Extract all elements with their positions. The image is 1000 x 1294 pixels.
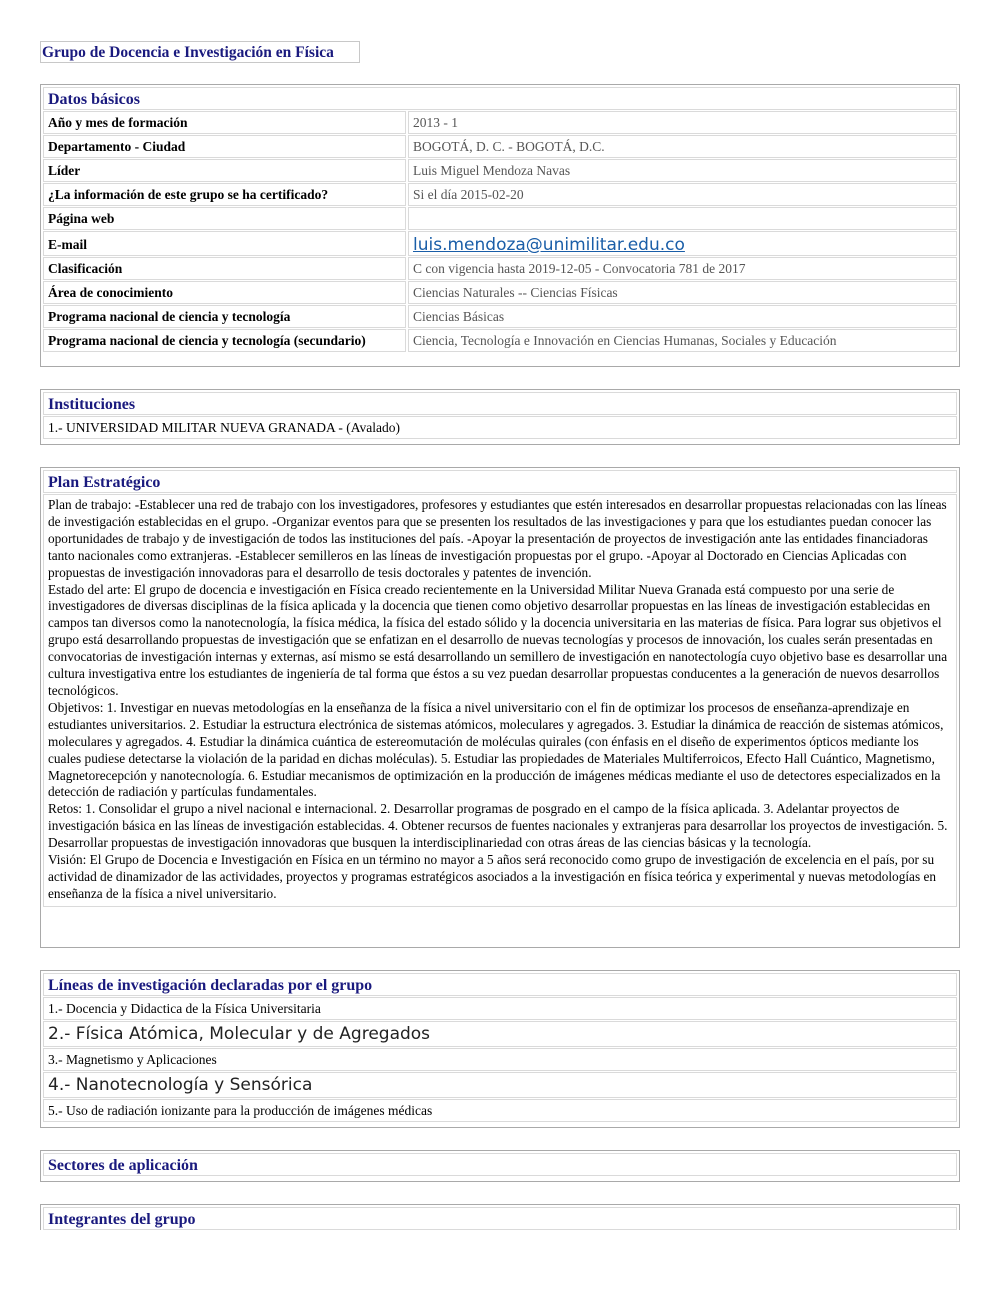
- lineas-heading: Líneas de investigación declaradas por el grupo: [43, 973, 957, 996]
- info-label: Área de conocimiento: [43, 281, 406, 304]
- info-value: Luis Miguel Mendoza Navas: [408, 159, 957, 182]
- list-item: 4.- Nanotecnología y Sensórica: [43, 1072, 957, 1098]
- info-value: Ciencias Básicas: [408, 305, 957, 328]
- estado-arte-paragraph: Estado del arte: El grupo de docencia e investigación en Física creado recientemente en la Universidad Militar Nueva Granada está compuesto por una serie de investigadores de diversas disciplinas de la física aplicada y la docencia que tienen como objetivo desarrollar propuestas en las líneas de investigación establecidas en campos tan diversos como la nanotecnología, la física médica, la física del estado sólido y la docencia universitaria en las materias de física. Para lograr sus objetivos el grupo está desarrollando propuestas de investigación que se enfatizan en el desarrollo de nuevas tecnologías y procesos de innovación, los cuales serán presentadas en convocatorias de investigación internas y externas, así mismo se está desarrollando un semillero de investigación en nanotectología cuyo objetivo base es desarrollar una cultura investigativa entre los estudiantes de ingeniería de tal forma que éstos a su vez puedan desarrollar propuestas conducentes a la generación de nuevos desarrollos tecnológicos.: [48, 581, 948, 698]
- info-label: Líder: [43, 159, 406, 182]
- plan-trabajo-paragraph: Plan de trabajo: -Establecer una red de trabajo con los investigadores, profesores y estudiantes que estén interesados en desarrollar propuestas relacionadas con las líneas de investigación establecidas en el grupo. -Organizar eventos para que se presenten los resultados de las investigaciones y para que los estudiantes puedan conocer las oportunidades de trabajo y de investigación de todos las instituciones del país. -Apoyar la presentación de proyectos de investigación ante las entidades financiadoras tanto nacionales como extranjeras. -Establecer semilleros en las líneas de investigación propuestas por el grupo. -Apoyar al Doctorado en Ciencias Aplicadas con propuestas de investigación innovadoras para el desarrollo de tesis doctorales y patentes de invención.: [48, 497, 947, 580]
- instituciones-section: [40, 389, 960, 445]
- info-label: Programa nacional de ciencia y tecnología (secundario): [43, 329, 406, 352]
- info-label: Departamento - Ciudad: [43, 135, 406, 158]
- page-title: Grupo de Docencia e Investigación en Física: [40, 41, 360, 63]
- info-row: [43, 305, 957, 328]
- objetivos-paragraph: Objetivos: 1. Investigar en nuevas metodologías en la enseñanza de la física a nivel universitario con el fin de optimizar los procesos de enseñanza-aprendizaje en estudiantes universitarios. 2. Estudiar la estructura electrónica de sistemas atómicos, moleculares y agregados. 3. Estudiar la dinámica de reacción de sistemas atómicos, moleculares y agregados. 4. Estudiar la dinámica cuántica de estereomutación de moléculas quirales (con énfasis en el diseño de experimentos ópticos mediante los cuales pudiese detectarse la violación de la paridad en dichas moléculas). 5. Estudiar las propiedades de Materiales Multiferroicos, Efecto Hall Cuántico, Magnetismo, Magnetorecepción y nanotecnología. 6. Estudiar mecanismos de optimización en la producción de imágenes médicas mediante el uso de detectores especializados en la detección de radiación y partículas fundamentales.: [48, 699, 944, 800]
- info-row: [43, 159, 957, 182]
- info-value: Si el día 2015-02-20: [408, 183, 957, 206]
- info-value: C con vigencia hasta 2019-12-05 - Convocatoria 781 de 2017: [408, 257, 957, 280]
- list-item: 1.- Docencia y Didactica de la Física Universitaria: [43, 997, 957, 1020]
- instituciones-heading: Instituciones: [43, 392, 957, 415]
- info-row: [43, 111, 957, 134]
- info-row: [43, 183, 957, 206]
- info-value-web: [408, 207, 957, 230]
- info-label: Año y mes de formación: [43, 111, 406, 134]
- plan-estrategico-heading: Plan Estratégico: [43, 470, 957, 493]
- info-value: Ciencias Naturales -- Ciencias Físicas: [408, 281, 957, 304]
- info-row: [43, 281, 957, 304]
- info-label: Página web: [43, 207, 406, 230]
- datos-basicos-section: [40, 84, 960, 367]
- retos-paragraph: Retos: 1. Consolidar el grupo a nivel nacional e internacional. 2. Desarrollar programas de posgrado en el campo de la física aplicada. 3. Adelantar proyectos de investigación básica en las líneas de investigación establecidas. 4. Obtener recursos de fuentes nacionales y extranjeras para desarrollar los proyectos de investigación. 5. Desarrollar propuestas de investigación innovadoras que busquen la interdisciplinariedad con otras áreas de las ciencias básicas y la tecnología.: [48, 801, 948, 851]
- info-row: [43, 257, 957, 280]
- info-label: E-mail: [43, 231, 406, 256]
- vision-paragraph: Visión: El Grupo de Docencia e Investigación en Física en un término no mayor a 5 años será reconocido como grupo de investigación de excelencia en el país, por su actividad de dinamizador de las actividades, proyectos y programas estratégicos asociados a la investigación en física teórica y experimental y nuevas metodologías en enseñanza de la física a nivel universitario.: [48, 852, 936, 901]
- info-label: Programa nacional de ciencia y tecnología: [43, 305, 406, 328]
- info-value: 2013 - 1: [408, 111, 957, 134]
- sectores-heading: Sectores de aplicación: [43, 1153, 957, 1176]
- email-link[interactable]: luis.mendoza@unimilitar.edu.co: [408, 231, 957, 256]
- plan-text: [43, 494, 957, 907]
- integrantes-section: [40, 1204, 960, 1230]
- sectores-section: [40, 1150, 960, 1182]
- info-row: [43, 207, 957, 230]
- list-item: 5.- Uso de radiación ionizante para la producción de imágenes médicas: [43, 1099, 957, 1122]
- info-row: [43, 329, 957, 352]
- info-value: BOGOTÁ, D. C. - BOGOTÁ, D.C.: [408, 135, 957, 158]
- plan-estrategico-section: [40, 467, 960, 948]
- info-row: [43, 231, 957, 256]
- list-item: 3.- Magnetismo y Aplicaciones: [43, 1048, 957, 1071]
- info-label: Clasificación: [43, 257, 406, 280]
- info-value: Ciencia, Tecnología e Innovación en Ciencias Humanas, Sociales y Educación: [408, 329, 957, 352]
- info-row: [43, 135, 957, 158]
- datos-basicos-heading: Datos básicos: [43, 87, 957, 110]
- integrantes-heading: Integrantes del grupo: [43, 1207, 957, 1230]
- list-item: 2.- Física Atómica, Molecular y de Agregados: [43, 1021, 957, 1047]
- list-item: 1.- UNIVERSIDAD MILITAR NUEVA GRANADA - (Avalado): [43, 416, 957, 439]
- lineas-section: [40, 970, 960, 1128]
- info-label: ¿La información de este grupo se ha certificado?: [43, 183, 406, 206]
